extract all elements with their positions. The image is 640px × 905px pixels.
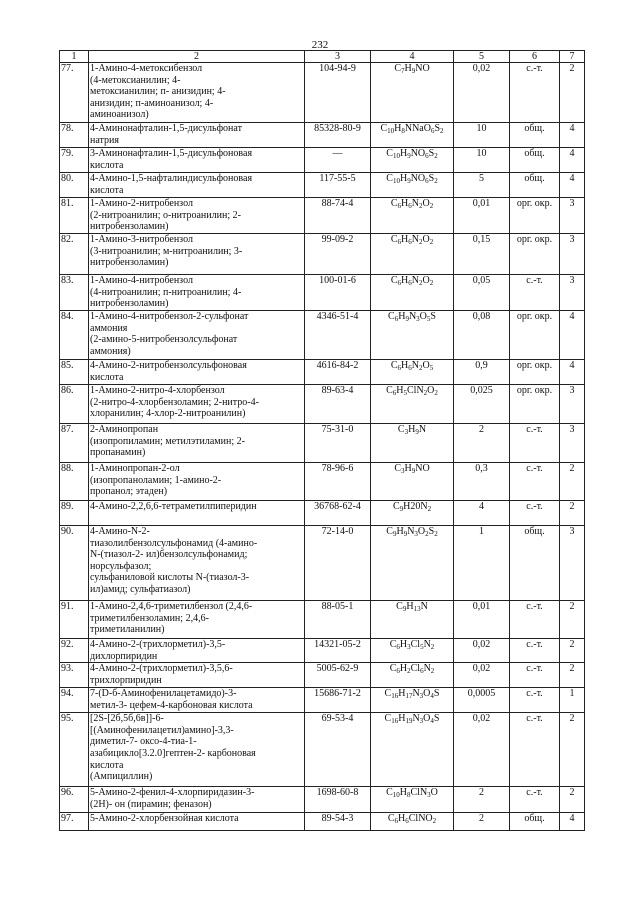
concentration-value: 0,08 [454,311,510,360]
substance-name-line: тиазолилбензолсульфонамид (4-амино- [90,537,258,549]
substance-name [89,275,305,311]
substance-name-line: натрия [90,134,119,146]
chemical-formula: $C_6H_6N_2O_2$ [371,275,454,311]
substance-name [89,463,305,501]
chemical-formula: $C_6H_6N_2O_2$ [371,234,454,275]
substance-name [89,813,305,831]
row-number: 85. [60,360,89,385]
hazard-class: 4 [560,360,585,385]
chemical-formula: $C_6H_6N_2O_2$ [371,198,454,234]
cas-number: 99-09-2 [305,234,371,275]
table-row [60,385,585,424]
aggregate-state: с.-т. [510,787,560,813]
row-number: 92. [60,639,89,663]
substance-name-line: (2-нитро-4-хлорбензоламин; 2-нитро-4- [90,396,259,408]
hazard-class: 3 [560,385,585,424]
concentration-value: 0,02 [454,713,510,787]
substance-name-line: 1-Амино-2-нитробензол [90,198,193,209]
column-header: 7 [560,51,585,63]
table-row [60,275,585,311]
aggregate-state: с.-т. [510,424,560,463]
substance-name-line: 4-Амино-2-(трихлорметил)-3,5,6- [90,663,233,675]
hazard-class: 4 [560,813,585,831]
substance-name-line: нитробензоламин) [90,257,169,269]
substance-name-line: аммония) [90,345,131,357]
table-row [60,713,585,787]
row-number: 97. [60,813,89,831]
substance-name-line: триметилбензоламин; 2,4,6- [90,612,209,624]
substance-name-line: 2-Аминопропан [90,424,159,435]
hazard-class: 4 [560,311,585,360]
aggregate-state: орг. окр. [510,360,560,385]
cas-number: 89-54-3 [305,813,371,831]
substance-name [89,311,305,360]
hazard-class: 2 [560,63,585,123]
concentration-value: 4 [454,501,510,526]
column-header: 5 [454,51,510,63]
substance-name [89,360,305,385]
cas-number: 69-53-4 [305,713,371,787]
substance-name-line: пропанамин) [90,447,146,459]
cas-number: 88-05-1 [305,601,371,639]
substance-name-line: 7-(D-б-Аминофенилацетамидо)-3- [90,688,237,700]
concentration-value: 0,01 [454,198,510,234]
substance-name-line: 4-Амино-N-2- [90,526,150,537]
cas-number: 14321-05-2 [305,639,371,663]
table-row [60,360,585,385]
substance-name-line: нитробензоламин) [90,298,169,310]
substance-name-line: 1-Амино-4-нитробензол [90,275,193,286]
concentration-value: 0,9 [454,360,510,385]
aggregate-state: орг. окр. [510,234,560,275]
row-number: 91. [60,601,89,639]
substance-name-line: (2H)- он (пирамин; феназон) [90,798,212,810]
table-row [60,148,585,173]
chemical-formula: $C_3H_9N$ [371,424,454,463]
row-number: 96. [60,787,89,813]
substance-name-line: 5-Амино-2-фенил-4-хлорпиридазин-3- [90,787,255,799]
table-row [60,601,585,639]
table-row [60,173,585,198]
concentration-value: 0,02 [454,63,510,123]
concentration-value: 2 [454,424,510,463]
substance-name-line: (изопропиламин; метилэтиламин; 2- [90,435,245,447]
concentration-value: 0,15 [454,234,510,275]
chemical-formula: $C_9H20N_2$ [371,501,454,526]
substance-name-line: 4-Амино-2-(трихлорметил)-3,5- [90,639,226,650]
cas-number: 78-96-6 [305,463,371,501]
row-number: 88. [60,463,89,501]
table-row [60,813,585,831]
cas-number: — [305,148,371,173]
substance-name-line: 1-Аминопропан-2-ол [90,463,180,474]
row-number: 89. [60,501,89,526]
substance-name-line: 4-Амино-2-нитробензолсульфоновая [90,360,247,371]
cas-number: 36768-62-4 [305,501,371,526]
substance-name [89,526,305,601]
hazard-class: 2 [560,601,585,639]
aggregate-state: орг. окр. [510,385,560,424]
cas-number: 4616-84-2 [305,360,371,385]
concentration-value: 2 [454,787,510,813]
substance-name-line: азабицикло[3.2.0]гептен-2- карбоновая [90,747,256,759]
table-row [60,688,585,713]
row-number: 94. [60,688,89,713]
substance-name-line: (2-нитроанилин; о-нитроанилин; 2- [90,209,241,221]
substance-name [89,424,305,463]
row-number: 80. [60,173,89,198]
aggregate-state: с.-т. [510,688,560,713]
chemical-formula: $C_6H_6ClNO_2$ [371,813,454,831]
aggregate-state: орг. окр. [510,311,560,360]
chemical-formula: $C_9H_{13}N$ [371,601,454,639]
aggregate-state: с.-т. [510,63,560,123]
chemical-formula: $C_{10}H_9NO_6S_2$ [371,173,454,198]
substance-name-line: 1-Амино-2-нитро-4-хлорбензол [90,385,225,396]
cas-number: 75-31-0 [305,424,371,463]
substance-name-line: 4-Амино-1,5-нафталиндисульфоновая [90,173,253,184]
chemical-formula: $C_{16}H_{19}N_3O_4S$ [371,713,454,787]
concentration-value: 5 [454,173,510,198]
hazard-class: 4 [560,123,585,148]
cas-number: 100-01-6 [305,275,371,311]
hazard-class: 2 [560,787,585,813]
row-number: 87. [60,424,89,463]
cas-number: 89-63-4 [305,385,371,424]
substance-name-line: 1-Амино-4-метоксибензол [90,63,203,74]
aggregate-state: общ. [510,526,560,601]
row-number: 78. [60,123,89,148]
substance-name-line: кислота [90,371,124,383]
column-header: 1 [60,51,89,63]
table-row [60,123,585,148]
chemical-formula: $C_{10}H_8NNaO_6S_2$ [371,123,454,148]
hazard-class: 3 [560,198,585,234]
table-row [60,787,585,813]
substances-table [59,50,585,831]
row-number: 84. [60,311,89,360]
concentration-value: 2 [454,813,510,831]
row-number: 86. [60,385,89,424]
concentration-value: 0,02 [454,663,510,688]
substance-name-line: ил)амид; сульфатиазол) [90,583,191,595]
aggregate-state: с.-т. [510,639,560,663]
substance-name-line: 3-Аминонафталин-1,5-дисульфоновая [90,148,253,159]
chemical-formula: $C_6H_6N_2O_5$ [371,360,454,385]
substance-name-line: хлоранилин; 4-хлор-2-нитроанилин) [90,408,246,420]
aggregate-state: с.-т. [510,501,560,526]
concentration-value: 0,3 [454,463,510,501]
substance-name [89,123,305,148]
substance-name [89,234,305,275]
substance-name-line: сульфаниловой кислоты N-(тиазол-3- [90,572,250,584]
table-row [60,311,585,360]
cas-number: 88-74-4 [305,198,371,234]
substance-name [89,787,305,813]
substance-name-line: анизидин; п-аминоанизол; 4- [90,97,214,109]
concentration-value: 1 [454,526,510,601]
cas-number: 1698-60-8 [305,787,371,813]
substance-name-line: диметил-7- оксо-4-тиа-1- [90,736,197,748]
substance-name-line: (изопропаноламин; 1-амино-2- [90,474,222,486]
hazard-class: 2 [560,713,585,787]
header-row [60,51,585,63]
substance-name [89,601,305,639]
row-number: 82. [60,234,89,275]
cas-number: 117-55-5 [305,173,371,198]
aggregate-state: общ. [510,148,560,173]
table-row [60,463,585,501]
table-row [60,63,585,123]
chemical-formula: $C_6H_3Cl_5N_2$ [371,639,454,663]
substance-name-line: аминоанизол) [90,109,149,121]
hazard-class: 3 [560,275,585,311]
substance-name-line: [2S-[2б,5б,6в]]-6- [90,713,164,725]
hazard-class: 2 [560,501,585,526]
concentration-value: 0,0005 [454,688,510,713]
substance-name [89,385,305,424]
row-number: 81. [60,198,89,234]
substance-name-line: (4-метоксианилин; 4- [90,74,181,86]
substance-name [89,148,305,173]
substance-name-line: триметиланилин) [90,624,165,636]
substance-name-line: кислота [90,184,124,196]
substance-name-line: норсульфазол; [90,560,152,572]
aggregate-state: с.-т. [510,663,560,688]
substance-name-line: [(Аминофенилацетил)амино]-3,3- [90,724,234,736]
row-number: 93. [60,663,89,688]
table-row [60,198,585,234]
chemical-formula: $C_7H_9NO$ [371,63,454,123]
cas-number: 85328-80-9 [305,123,371,148]
chemical-formula: $C_6H_2Cl_6N_2$ [371,663,454,688]
chemical-formula: $C_6H_9N_3O_5S$ [371,311,454,360]
cas-number: 15686-71-2 [305,688,371,713]
hazard-class: 1 [560,688,585,713]
concentration-value: 0,05 [454,275,510,311]
chemical-formula: $C_{16}H_{17}N_3O_4S$ [371,688,454,713]
substance-name [89,639,305,663]
substance-name-line: кислота [90,159,124,171]
concentration-value: 10 [454,148,510,173]
substance-name-line: 1-Амино-3-нитробензол [90,234,193,245]
aggregate-state: общ. [510,813,560,831]
substance-name-line: нитробензоламин) [90,221,169,233]
column-header: 6 [510,51,560,63]
hazard-class: 3 [560,424,585,463]
table-row [60,424,585,463]
table-body [60,63,585,831]
aggregate-state: с.-т. [510,463,560,501]
hazard-class: 2 [560,639,585,663]
substance-name-line: 5-Амино-2-хлорбензойная кислота [90,813,239,825]
substance-name-line: метоксианилин; п- анизидин; 4- [90,86,226,98]
table-row [60,663,585,688]
row-number: 95. [60,713,89,787]
substance-name [89,198,305,234]
table-row [60,234,585,275]
substance-name [89,713,305,787]
substance-name-line: N-(тиазол-2- ил)бензолсульфонамид; [90,549,248,561]
chemical-formula: $C_6H_5ClN_2O_2$ [371,385,454,424]
aggregate-state: общ. [510,173,560,198]
table-row [60,526,585,601]
aggregate-state: общ. [510,123,560,148]
hazard-class: 4 [560,148,585,173]
hazard-class: 3 [560,234,585,275]
aggregate-state: с.-т. [510,601,560,639]
substance-name-line: 1-Амино-2,4,6-триметилбензол (2,4,6- [90,601,253,612]
column-header: 4 [371,51,454,63]
substance-name-line: 4-Амино-2,2,6,6-тетраметилпиперидин [90,501,257,512]
row-number: 83. [60,275,89,311]
table-row [60,501,585,526]
aggregate-state: орг. окр. [510,198,560,234]
substance-name-line: трихлорпиридин [90,674,162,686]
substance-name-line: пропанол; этаден) [90,486,168,498]
substance-name-line: метил-3- цефем-4-карбоновая кислота [90,699,253,711]
substance-name [89,663,305,688]
row-number: 77. [60,63,89,123]
chemical-formula: $C_{10}H_8ClN_3O$ [371,787,454,813]
aggregate-state: с.-т. [510,713,560,787]
hazard-class: 3 [560,526,585,601]
substance-name-line: 1-Амино-4-нитробензол-2-сульфонат [90,311,249,322]
substance-name-line: аммония [90,322,128,334]
table-row [60,639,585,663]
column-header: 3 [305,51,371,63]
row-number: 79. [60,148,89,173]
cas-number: 104-94-9 [305,63,371,123]
chemical-formula: $C_3H_9NO$ [371,463,454,501]
substance-name-line: 4-Аминонафталин-1,5-дисульфонат [90,123,242,134]
substance-name-line: (3-нитроанилин; м-нитроанилин; 3- [90,245,243,257]
cas-number: 4346-51-4 [305,311,371,360]
page-number: 232 [311,39,329,51]
substance-name-line: кислота [90,759,124,771]
cas-number: 72-14-0 [305,526,371,601]
column-header: 2 [89,51,305,63]
aggregate-state: с.-т. [510,275,560,311]
hazard-class: 2 [560,463,585,501]
substance-name-line: дихлорпиридин [90,650,158,662]
chemical-formula: $C_9H_9N_3O_2S_2$ [371,526,454,601]
substance-name-line: (2-амино-5-нитробензолсульфонат [90,334,238,346]
substance-name [89,173,305,198]
substance-name [89,501,305,526]
substance-name-line: (4-нитроанилин; п-нитроанилин; 4- [90,286,242,298]
substance-name [89,63,305,123]
cas-number: 5005-62-9 [305,663,371,688]
concentration-value: 0,025 [454,385,510,424]
chemical-formula: $C_{10}H_9NO_6S_2$ [371,148,454,173]
concentration-value: 0,02 [454,639,510,663]
substance-name [89,688,305,713]
concentration-value: 0,01 [454,601,510,639]
hazard-class: 4 [560,173,585,198]
concentration-value: 10 [454,123,510,148]
substance-name-line: (Ампициллин) [90,771,153,783]
hazard-class: 2 [560,663,585,688]
row-number: 90. [60,526,89,601]
